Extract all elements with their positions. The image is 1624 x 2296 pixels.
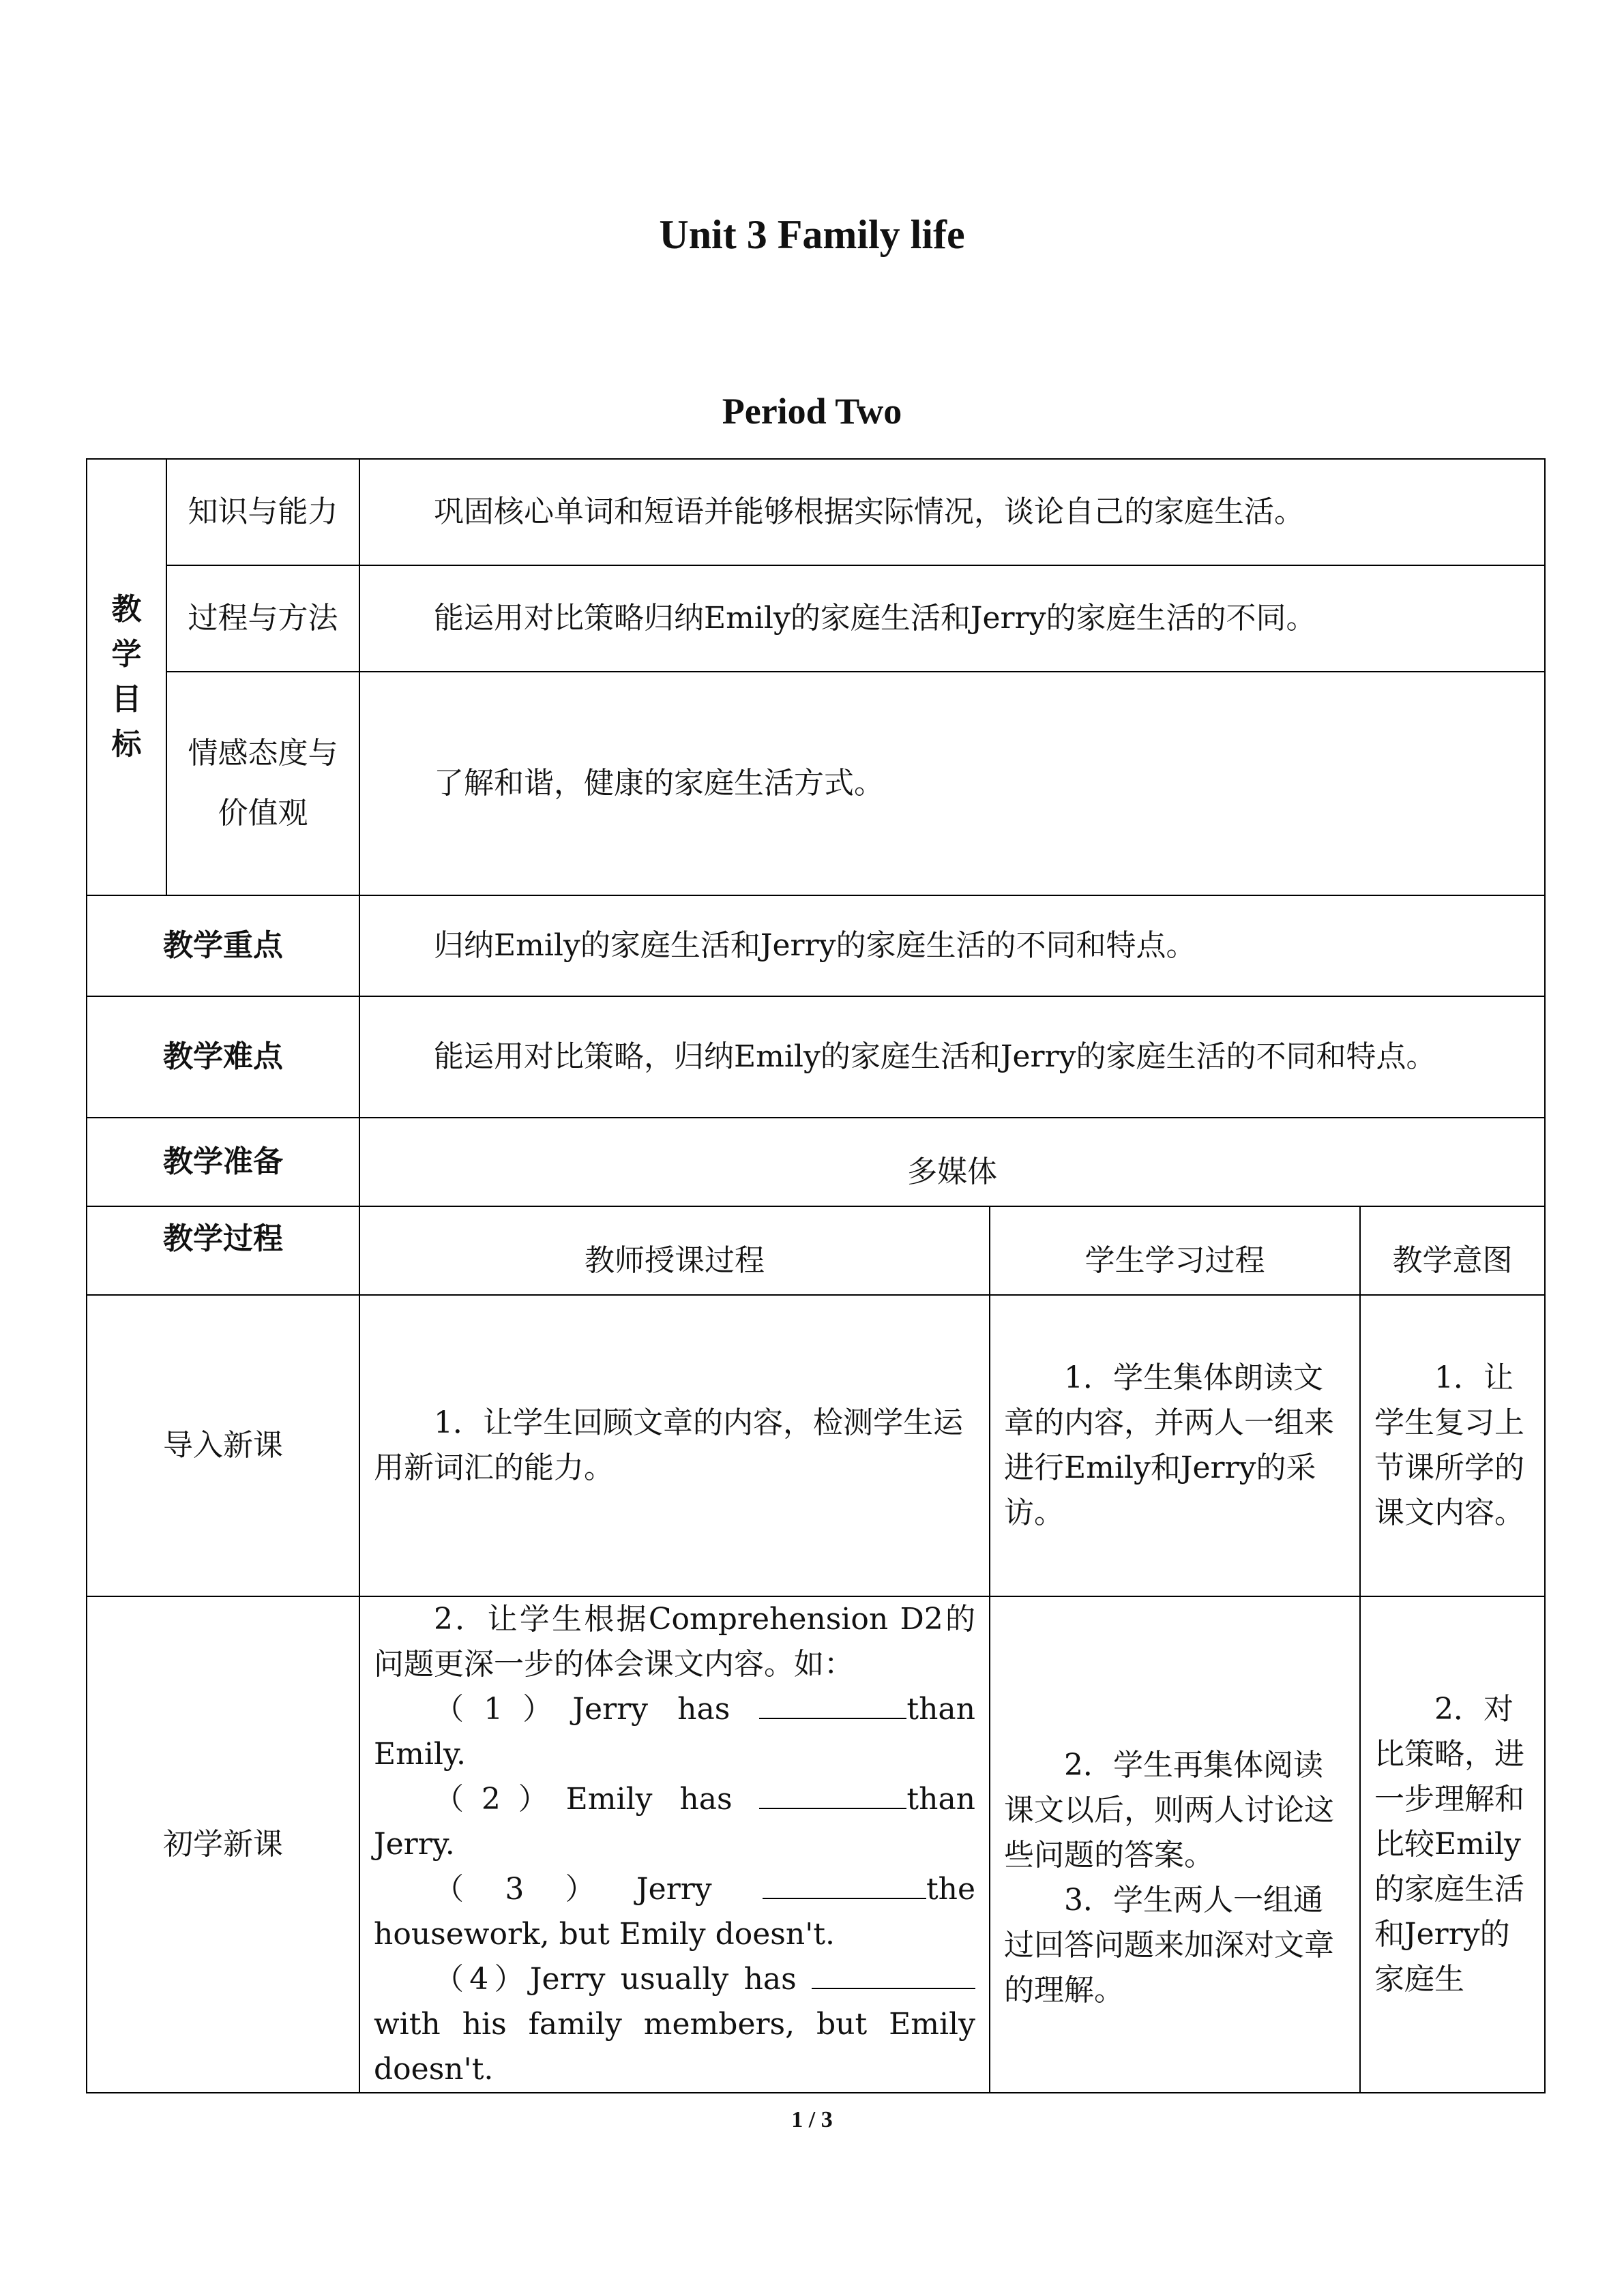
question-after: the housework, but Emily doesn't. [374, 1872, 976, 1952]
question-before: Jerry usually has [529, 1962, 812, 1997]
teaching-intent: 1．让学生复习上节课所学的课文内容。 [1360, 1295, 1545, 1596]
answer-blank [759, 1778, 906, 1809]
question-before: Emily has [565, 1782, 760, 1817]
objective-name-line1: 情感态度与 [188, 736, 338, 771]
student-process-header: 学生学习过程 [990, 1206, 1360, 1295]
lesson-plan-table [86, 458, 1546, 2093]
process-label: 教学过程 [87, 1206, 359, 1295]
difficulties-label: 教学难点 [87, 996, 359, 1118]
teacher-activity: 1．让学生回顾文章的内容，检测学生运用新词汇的能力。 [359, 1295, 990, 1596]
objective-content: 巩固核心单词和短语并能够根据实际情况，谈论自己的家庭生活。 [359, 459, 1545, 565]
question-after: with his family members, but Emily doesn't. [374, 2007, 975, 2087]
question-number: （4） [434, 1962, 530, 1997]
objectives-label-cell [87, 459, 166, 895]
process-row-intro [87, 1295, 1545, 1596]
question-number: （1） [434, 1692, 573, 1727]
student-activity-step: 2．学生再集体阅读课文以后，则两人讨论这些问题的答案。 [1004, 1748, 1334, 1873]
question-item [374, 1687, 975, 1777]
objectives-label-char: 标 [111, 727, 142, 762]
document-title: Unit 3 Family life [659, 212, 965, 257]
teaching-intent: 2．对比策略，进一步理解和比较Emily的家庭生活和Jerry的家庭生 [1360, 1596, 1545, 2093]
student-activity [990, 1596, 1360, 2093]
key-points-row [87, 895, 1545, 996]
page-number: 1 / 3 [791, 2107, 833, 2132]
question-number: （3） [434, 1872, 637, 1907]
question-item [374, 1777, 975, 1867]
objective-name: 过程与方法 [166, 565, 359, 672]
student-activity: 1．学生集体朗读文章的内容，并两人一组来进行Emily和Jerry的采访。 [990, 1295, 1360, 1596]
answer-blank [812, 1958, 975, 1989]
intent-header: 教学意图 [1360, 1206, 1545, 1295]
question-before: Jerry [636, 1872, 763, 1907]
preparation-content: 多媒体 [359, 1118, 1545, 1206]
objective-name: 知识与能力 [166, 459, 359, 565]
stage-name: 初学新课 [87, 1596, 359, 2093]
teacher-process-header: 教师授课过程 [359, 1206, 990, 1295]
difficulties-content: 能运用对比策略，归纳Emily的家庭生活和Jerry的家庭生活的不同和特点。 [359, 996, 1545, 1118]
objectives-label-char: 目 [111, 682, 142, 717]
key-points-content: 归纳Emily的家庭生活和Jerry的家庭生活的不同和特点。 [359, 895, 1545, 996]
answer-blank [759, 1688, 906, 1719]
student-activity-step: 3．学生两人一组通过回答问题来加深对文章的理解。 [1004, 1883, 1334, 2008]
period-title: Period Two [722, 391, 902, 432]
objectives-label-char: 教 [111, 592, 142, 627]
question-item [374, 1867, 975, 1957]
question-after: than Emily. [374, 1692, 975, 1772]
process-header-row [87, 1206, 1545, 1295]
objective-row-process [87, 565, 1545, 672]
objective-row-attitude [87, 672, 1545, 895]
objective-content: 能运用对比策略归纳Emily的家庭生活和Jerry的家庭生活的不同。 [359, 565, 1545, 672]
objective-name-line2: 价值观 [218, 796, 308, 831]
key-points-label: 教学重点 [87, 895, 359, 996]
process-row-new [87, 1596, 1545, 2093]
teacher-activity [359, 1596, 990, 2093]
objective-name [166, 672, 359, 895]
objective-content: 了解和谐，健康的家庭生活方式。 [359, 672, 1545, 895]
question-before: Jerry has [572, 1692, 760, 1727]
difficulties-row [87, 996, 1545, 1118]
question-number: （2） [434, 1782, 566, 1817]
question-item [374, 1957, 975, 2092]
question-after: than Jerry. [374, 1782, 976, 1862]
answer-blank [763, 1868, 926, 1899]
preparation-row [87, 1118, 1545, 1206]
preparation-label: 教学准备 [87, 1118, 359, 1206]
stage-name: 导入新课 [87, 1295, 359, 1596]
teacher-activity-intro: 2．让学生根据Comprehension D2的问题更深一步的体会课文内容。如： [374, 1602, 975, 1682]
objective-row-knowledge [87, 459, 1545, 565]
objectives-label-char: 学 [111, 637, 142, 672]
